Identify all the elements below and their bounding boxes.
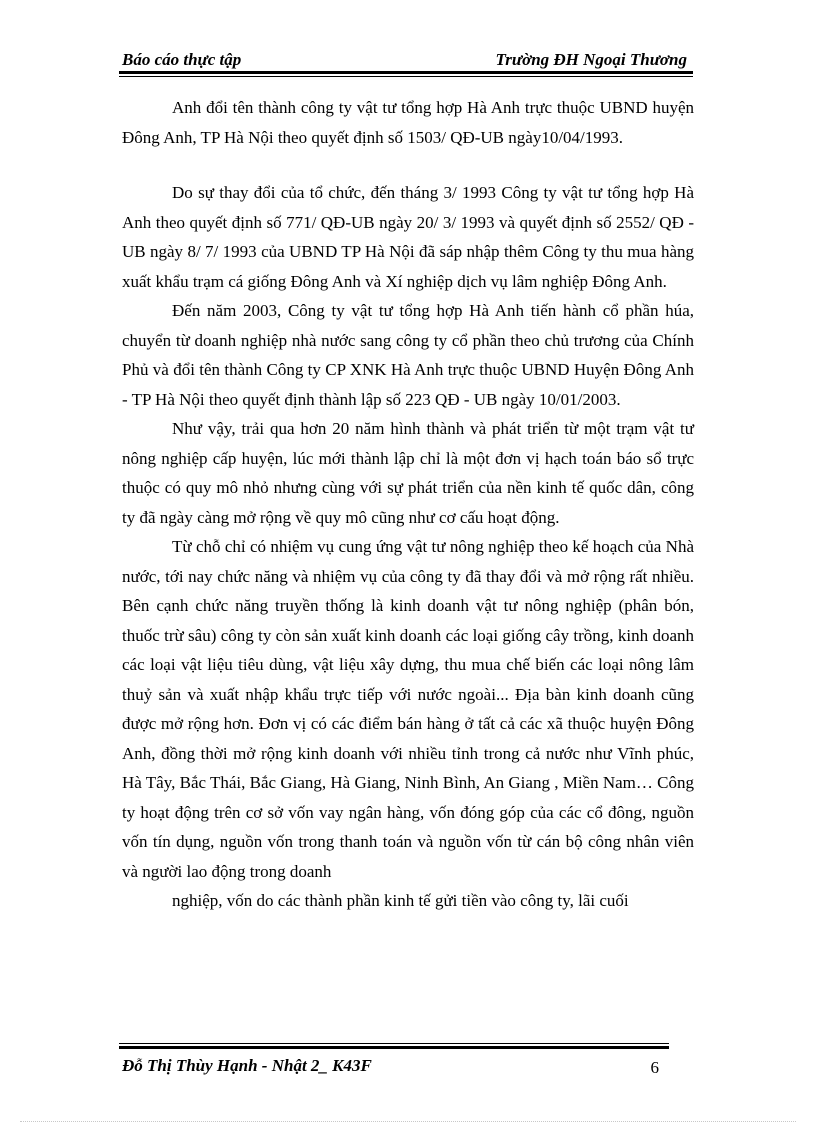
paragraph-development: Như vậy, trải qua hơn 20 năm hình thành và phát triển từ một trạm vật tư nông nghiệp cấp huyện, lúc mới thành lập chỉ là một đơn vị hạch toán báo sổ trực thuộc có quy mô nhỏ nhưng cùng với sự phát triển của nền kinh tế quốc dân, công ty đã ngày càng mở rộng về quy mô cũng như cơ cấu hoạt động. xyxy=(122,419,694,527)
paragraph-rename: Anh đổi tên thành công ty vật tư tổng hợp Hà Anh trực thuộc UBND huyện Đông Anh, TP Hà Nội theo quyết định số 1503/ QĐ-UB ngày10/04/1993. xyxy=(122,98,694,147)
paragraph-merger: Do sự thay đổi của tổ chức, đến tháng 3/ 1993 Công ty vật tư tổng hợp Hà Anh theo quyết định số 771/ QĐ-UB ngày 20/ 3/ 1993 và quyết định số 2552/ QĐ - UB ngày 8/ 7/ 1993 của UBND TP Hà Nội đã sáp nhập thêm Công ty thu mua hàng xuất khẩu trạm cá giống Đông Anh và Xí nghiệp dịch vụ lâm nghiệp Đông Anh. xyxy=(122,183,694,291)
paragraph-continuation: nghiệp, vốn do các thành phần kinh tế gửi tiền vào công ty, lãi cuối xyxy=(172,891,629,910)
page-footer xyxy=(119,1054,669,1080)
paragraph-business-scope: Từ chỗ chỉ có nhiệm vụ cung ứng vật tư nông nghiệp theo kế hoạch của Nhà nước, tới nay chức năng và nhiệm vụ của công ty đã thay đổi và mở rộng rất nhiều. Bên cạnh chức năng truyền thống là kinh doanh vật tư nông nghiệp (phân bón, thuốc trừ sâu) công ty còn sản xuất kinh doanh các loại giống cây trồng, kinh doanh các loại vật liệu tiêu dùng, vật liệu xây dựng, thu mua chế biến các loại nông lâm thuỷ sản và xuất nhập khẩu trực tiếp với nước ngoài... Địa bàn kinh doanh cũng được mở rộng hơn. Đơn vị có các điểm bán hàng ở tất cả các xã thuộc huyện Đông Anh, đồng thời mở rộng kinh doanh với nhiều tỉnh trong cả nước như Vĩnh phúc, Hà Tây, Bắc Thái, Bắc Giang, Hà Giang, Ninh Bình, An Giang , Miền Nam… Công ty hoạt động trên cơ sở vốn vay ngân hàng, vốn đóng góp của các cổ đông, nguồn vốn tín dụng, nguồn vốn trong thanh toán và nguồn vốn từ cán bộ công nhân viên và người lao động trong doanh xyxy=(122,537,694,881)
header-rule-thick xyxy=(119,71,693,74)
header-report-title: Báo cáo thực tập xyxy=(122,50,242,69)
header-rule-thin xyxy=(119,76,693,77)
header-university-name: Trường ĐH Ngoại Thương xyxy=(495,50,687,69)
footer-rule-thin xyxy=(119,1043,669,1044)
page-body xyxy=(122,93,694,916)
paragraph-equitization: Đến năm 2003, Công ty vật tư tổng hợp Hà Anh tiến hành cổ phần húa, chuyển từ doanh nghiệp nhà nước sang công ty cổ phần theo chủ trương của Chính Phủ và đổi tên thành Công ty CP XNK Hà Anh trực thuộc UBND Huyện Đông Anh - TP Hà Nội theo quyết định thành lập số 223 QĐ - UB ngày 10/01/2003. xyxy=(122,301,694,409)
page-number: 6 xyxy=(650,1058,659,1077)
page-edge-divider xyxy=(20,1121,796,1122)
footer-rule-thick xyxy=(119,1046,669,1049)
footer-author: Đỗ Thị Thùy Hạnh - Nhật 2_ K43F xyxy=(122,1056,372,1075)
